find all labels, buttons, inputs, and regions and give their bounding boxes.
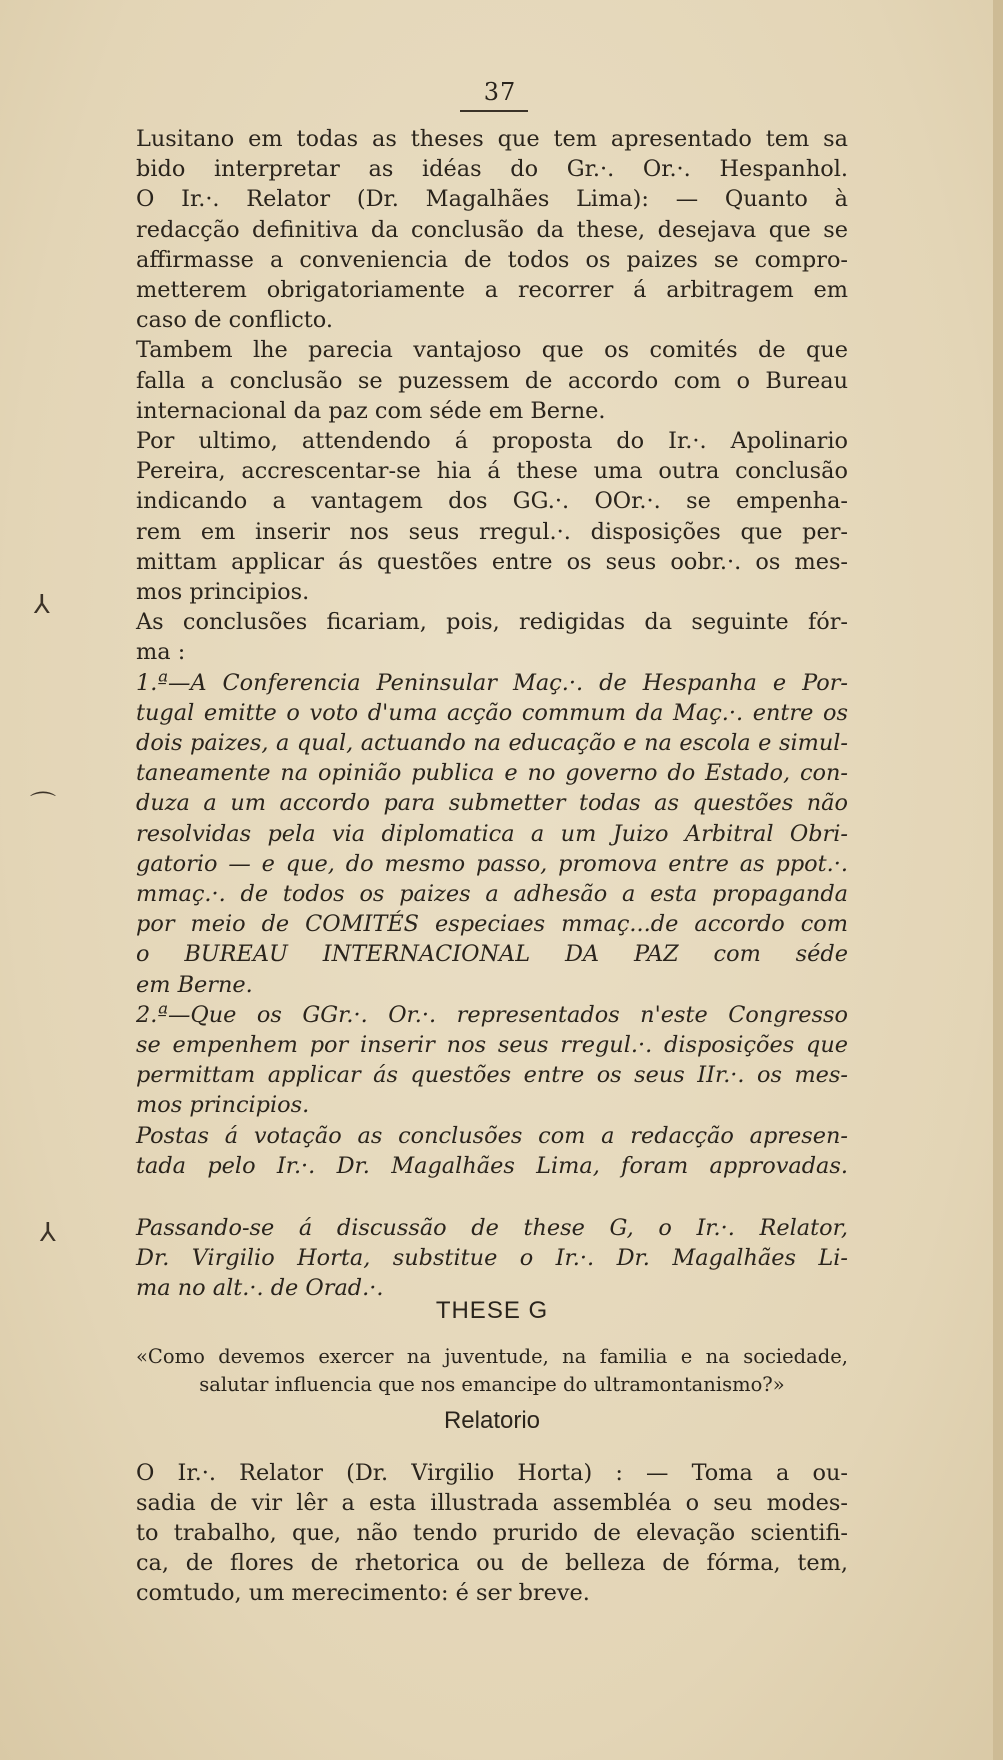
these-question-line: salutar influencia que nos emancipe do ultramontanismo?» xyxy=(199,1373,785,1396)
these-question-line: «Como devemos exercer na juventude, na familia e na sociedade, xyxy=(136,1345,848,1368)
body-line: Lusitano em todas as theses que tem apresentado tem sa xyxy=(136,126,848,152)
relatorio-line: O Ir.·. Relator (Dr. Virgilio Horta) : — Toma a ou- xyxy=(136,1460,848,1486)
body-line: em Berne. xyxy=(136,971,253,998)
body-line: mmaç.·. de todos os paizes a adhesão a esta propaganda xyxy=(136,881,848,907)
page-number-rule xyxy=(460,110,528,112)
page-edge xyxy=(993,0,1003,1760)
body-line: se empenhem por inserir nos seus rregul.·. disposições que xyxy=(136,1032,848,1058)
body-line: Por ultimo, attendendo á proposta do Ir.·. Apolinario xyxy=(136,428,848,454)
body-line: Tambem lhe parecia vantajoso que os comités de que xyxy=(136,337,848,364)
relatorio-line: comtudo, um merecimento: é ser breve. xyxy=(136,1580,590,1606)
body-line: ma : xyxy=(136,639,186,666)
body-line: ma no alt.·. de Orad.·. xyxy=(136,1275,384,1302)
page-number: 37 xyxy=(483,78,517,106)
body-line: Pereira, accrescentar-se hia á these uma outra conclusão xyxy=(136,458,848,485)
body-line: affirmasse a conveniencia de todos os paizes se compro- xyxy=(136,246,848,273)
body-line: por meio de COMITÉS especiaes mmaç...de accordo com xyxy=(136,911,848,938)
body-line: resolvidas pela via diplomatica a um Juizo Arbitral Obri- xyxy=(136,820,848,847)
body-line: bido interpretar as idéas do Gr.·. Or.·. Hespanhol. xyxy=(136,156,848,183)
relatorio-line: to trabalho, que, não tendo prurido de elevação scientifi- xyxy=(136,1520,848,1546)
body-line: 1.ª—A Conferencia Peninsular Maç.·. de Hespanha e Por- xyxy=(136,669,848,696)
these-heading: THESE G xyxy=(435,1297,549,1324)
body-line: rem em inserir nos seus rregul.·. disposições que per- xyxy=(136,518,848,545)
relatorio-line: ca, de flores de rhetorica ou de belleza de fórma, tem, xyxy=(136,1550,848,1576)
body-line: As conclusões ficariam, pois, redigidas da seguinte fór- xyxy=(136,609,848,636)
body-line: redacção definitiva da conclusão da these, desejava que se xyxy=(136,216,848,243)
body-line: mos principios. xyxy=(136,579,310,605)
margin-pencil-mark: ⅄ xyxy=(34,590,50,620)
relatorio-line: sadia de vir lêr a esta illustrada assembléa o seu modes- xyxy=(136,1490,848,1516)
body-line: mos principios. xyxy=(136,1092,310,1119)
margin-pencil-mark: ⅄ xyxy=(40,1218,56,1248)
body-line: permittam applicar ás questões entre os seus IIr.·. os mes- xyxy=(136,1062,848,1089)
body-line: taneamente na opinião publica e no governo do Estado, con- xyxy=(136,760,848,787)
body-line: Postas á votação as conclusões com a redacção apresen- xyxy=(136,1122,848,1149)
body-line: indicando a vantagem dos GG.·. OOr.·. se empenha- xyxy=(136,488,848,515)
body-line: 2.ª—Que os GGr.·. Or.·. representados n'este Congresso xyxy=(136,1001,848,1028)
relatorio-heading: Relatorio xyxy=(443,1407,541,1434)
body-line: gatorio — e que, do mesmo passo, promova entre as ppot.·. xyxy=(136,850,848,877)
body-line: internacional da paz com séde em Berne. xyxy=(136,397,606,424)
body-line: duza a um accordo para submetter todas as questões não xyxy=(136,790,848,817)
body-line: mittam applicar ás questões entre os seus oobr.·. os mes- xyxy=(136,548,848,575)
body-line: o BUREAU INTERNACIONAL DA PAZ com séde xyxy=(136,941,848,968)
body-line: dois paizes, a qual, actuando na educação e na escola e simul- xyxy=(136,730,848,756)
body-line: tada pelo Ir.·. Dr. Magalhães Lima, foram approvadas. xyxy=(136,1152,848,1179)
margin-pencil-mark: ⌒ xyxy=(30,791,57,821)
body-line: tugal emitte o voto d'uma acção commum da Maç.·. entre os xyxy=(136,699,848,726)
body-line: O Ir.·. Relator (Dr. Magalhães Lima): — Quanto à xyxy=(136,186,848,213)
body-line: Passando-se á discussão de these G, o Ir.·. Relator, xyxy=(136,1215,848,1241)
body-line: caso de conflicto. xyxy=(136,307,333,334)
body-line: metterem obrigatoriamente a recorrer á arbitragem em xyxy=(136,277,848,303)
body-line: falla a conclusão se puzessem de accordo com o Bureau xyxy=(136,367,848,394)
body-line: Dr. Virgilio Horta, substitue o Ir.·. Dr. Magalhães Li- xyxy=(136,1245,848,1272)
